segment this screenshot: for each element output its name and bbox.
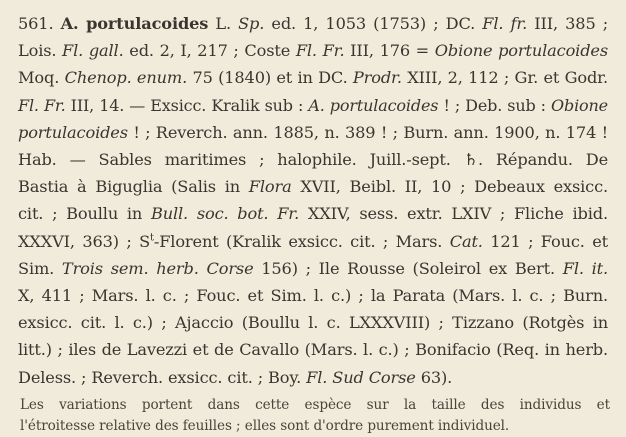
entry-line bbox=[18, 200, 608, 227]
variation-note bbox=[18, 395, 608, 437]
entry-text: Sim. bbox=[18, 258, 62, 278]
entry-line bbox=[18, 37, 608, 64]
note-line: Les variations portent dans cette espèce sur la taille des individus et bbox=[20, 396, 610, 413]
entry-text: XIII, 2, 112 ; Gr. et Godr. bbox=[401, 68, 608, 88]
entry-text: ! ; Reverch. ann. 1885, n. 389 ! ; Burn. ann. 1900, n. 174 ! bbox=[127, 122, 608, 142]
entry-text: Deless. ; Reverch. exsicc. cit. ; Boy. bbox=[18, 367, 307, 387]
entry-text: Moq. bbox=[18, 68, 65, 88]
italic-reference: Fl. it. bbox=[562, 258, 608, 278]
entry-text: 75 (1840) et in DC. bbox=[187, 68, 353, 88]
entry-line bbox=[18, 64, 608, 91]
entry-text: XXXVI, 363) ; S bbox=[18, 231, 151, 251]
entry-line bbox=[18, 119, 608, 146]
entry-line bbox=[18, 228, 608, 255]
entry-text: III, 385 ; bbox=[527, 14, 609, 33]
italic-reference: Fl. gall. bbox=[62, 41, 124, 61]
italic-reference: Fl. Fr. bbox=[18, 95, 66, 115]
entry-text: Lois. bbox=[18, 41, 63, 61]
italic-reference: portulacoides bbox=[18, 122, 128, 142]
entry-line bbox=[18, 92, 608, 119]
entry-text: t bbox=[150, 232, 154, 244]
entry-text: -Florent (Kralik exsicc. cit. ; Mars. bbox=[153, 231, 450, 251]
italic-reference: Chenop. enum. bbox=[64, 68, 188, 88]
italic-reference: Obione portulacoides bbox=[434, 41, 608, 61]
entry-line bbox=[18, 255, 608, 282]
entry-text: cit. ; Boullu in bbox=[18, 204, 151, 224]
italic-reference: Fl. Fr. bbox=[295, 41, 345, 61]
italic-reference: Bull. soc. bot. Fr. bbox=[150, 204, 300, 224]
entry-line bbox=[18, 336, 608, 363]
italic-reference: Fl. fr. bbox=[482, 14, 528, 33]
entry-line bbox=[18, 10, 608, 37]
entry-line bbox=[18, 282, 608, 309]
note-line: l'étroitesse relative des feuilles ; elles sont d'ordre purement individuel. bbox=[20, 417, 510, 434]
italic-reference: Sp. bbox=[238, 14, 265, 33]
entry-line bbox=[18, 146, 608, 173]
entry-line bbox=[18, 309, 608, 336]
entry-text: ed. 1, 1053 (1753) ; DC. bbox=[264, 14, 483, 33]
entry-text: L. bbox=[215, 14, 239, 33]
italic-reference: Cat. bbox=[449, 231, 483, 251]
species-name: A. portulacoides bbox=[60, 14, 209, 33]
entry-text: Hab. — Sables maritimes ; halophile. Juill.-sept. ♄. Répandu. De bbox=[18, 150, 608, 170]
entry-text: III, 14. — Exsicc. Kralik sub : bbox=[65, 95, 309, 115]
species-entry bbox=[18, 10, 608, 391]
entry-text: XXIV, sess. extr. LXIV ; Fliche ibid. bbox=[299, 204, 608, 224]
entry-text: 121 ; Fouc. et bbox=[482, 231, 608, 251]
entry-text: X, 411 ; Mars. l. c. ; Fouc. et Sim. l. c.) ; la Parata (Mars. l. c. ; Burn. bbox=[18, 286, 608, 306]
entry-text: XVII, Beibl. II, 10 ; Debeaux exsicc. bbox=[291, 177, 608, 197]
entry-text: exsicc. cit. l. c.) ; Ajaccio (Boullu l. c. LXXXVIII) ; Tizzano (Rotgès in bbox=[18, 313, 608, 333]
entry-line bbox=[18, 364, 608, 391]
italic-reference: Obione bbox=[551, 95, 608, 115]
entry-text: 156) ; Ile Rousse (Soleirol ex Bert. bbox=[253, 258, 563, 278]
entry-text: Bastia à Biguglia (Salis in bbox=[18, 177, 249, 197]
entry-text: ! ; Deb. sub : bbox=[438, 95, 552, 115]
entry-text: litt.) ; iles de Lavezzi et de Cavallo (Mars. l. c.) ; Bonifacio (Req. in herb. bbox=[18, 340, 608, 360]
italic-reference: Fl. Sud Corse bbox=[306, 367, 416, 387]
italic-reference: Prodr. bbox=[352, 68, 402, 88]
entry-text: III, 176 = bbox=[344, 41, 435, 61]
entry-number: 561. bbox=[18, 14, 54, 33]
entry-text: 63). bbox=[415, 367, 453, 387]
italic-reference: Trois sem. herb. Corse bbox=[61, 258, 254, 278]
entry-text: ed. 2, I, 217 ; Coste bbox=[123, 41, 296, 61]
italic-reference: A. portulacoides bbox=[308, 95, 439, 115]
italic-reference: Flora bbox=[248, 177, 292, 197]
entry-line bbox=[18, 173, 608, 200]
